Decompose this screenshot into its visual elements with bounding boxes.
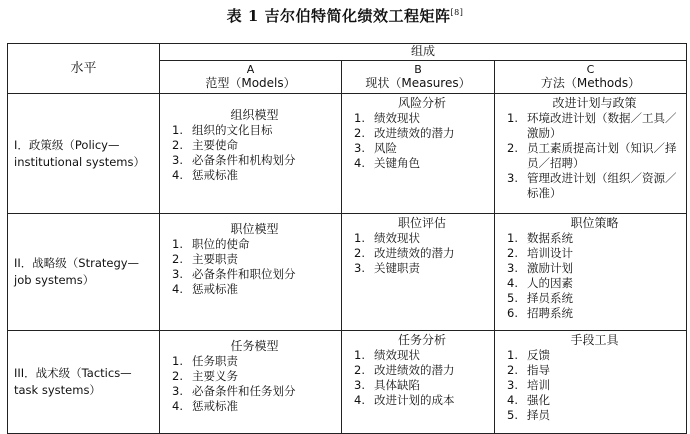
list-item: 2. 员工素质提高计划（知识／择员／招聘） <box>507 141 677 170</box>
list-item: 1. 数据系统 <box>507 231 573 245</box>
column-c-letter: C <box>586 63 595 76</box>
list-item: 2. 培训设计 <box>507 246 573 260</box>
method-cell <box>495 94 687 214</box>
cell-title: 风险分析 <box>397 96 446 110</box>
cell-title: 职位策略 <box>570 216 619 230</box>
row-label <box>8 94 160 214</box>
model-cell <box>160 94 342 214</box>
list-item: 4. 惩戒标准 <box>172 282 238 296</box>
list-item: 3. 具体缺陷 <box>354 378 420 392</box>
row-label-line1: II．战略级（Strategy— <box>14 256 140 270</box>
item-list <box>170 237 339 297</box>
list-item: 3. 激励计划 <box>507 261 573 275</box>
cell-title: 职位评估 <box>397 216 446 230</box>
list-item: 4. 关键角色 <box>354 156 420 170</box>
list-item: 4. 改进计划的成本 <box>354 393 455 407</box>
row-label-line1: I．政策级（Policy— <box>14 137 120 152</box>
cell-title: 职位模型 <box>230 222 279 236</box>
model-cell <box>160 331 342 434</box>
list-item: 5. 择员系统 <box>507 291 573 305</box>
performance-matrix-table <box>7 43 687 434</box>
list-item: 1. 职位的使命 <box>172 237 250 251</box>
list-item: 4. 惩戒标准 <box>172 168 238 182</box>
list-item: 1. 环境改进计划（数据／工具／激励） <box>507 111 677 140</box>
item-list <box>170 123 339 183</box>
list-item: 2. 主要职责 <box>172 252 238 266</box>
composition-header: 组成 <box>160 44 687 61</box>
item-list <box>505 111 684 201</box>
cell-title: 任务分析 <box>397 333 446 347</box>
list-item: 4. 强化 <box>507 393 550 407</box>
list-item: 3. 风险 <box>354 141 397 155</box>
item-list <box>352 348 492 408</box>
list-item: 2. 改进绩效的潜力 <box>354 246 455 260</box>
column-a-header <box>160 61 342 94</box>
list-item: 1. 绩效现状 <box>354 111 420 125</box>
row-label-line2: task systems） <box>14 383 101 397</box>
list-item: 4. 惩戒标准 <box>172 399 238 413</box>
item-list <box>352 231 492 276</box>
row-label <box>8 331 160 434</box>
row-label-line1: III．战术级（Tactics— <box>14 366 132 380</box>
column-b-letter: B <box>414 63 422 76</box>
cell-title: 组织模型 <box>230 108 279 122</box>
list-item: 4. 人的因素 <box>507 276 573 290</box>
method-cell <box>495 214 687 331</box>
item-list <box>505 231 684 321</box>
list-item: 6. 招聘系统 <box>507 306 573 320</box>
column-c-name: 方法（Methods） <box>540 76 641 90</box>
list-item: 3. 必备条件和职位划分 <box>172 267 296 281</box>
list-item: 2. 改进绩效的潜力 <box>354 363 455 377</box>
column-c-header <box>495 61 687 94</box>
list-item: 3. 管理改进计划（组织／资源／标准） <box>507 171 677 200</box>
table-row <box>8 331 687 434</box>
list-item: 3. 培训 <box>507 378 550 392</box>
column-b-header <box>342 61 495 94</box>
measure-cell <box>342 94 495 214</box>
list-item: 1. 任务职责 <box>172 354 238 368</box>
column-a-letter: A <box>246 63 255 76</box>
item-list <box>505 348 684 423</box>
list-item: 2. 主要使命 <box>172 138 238 152</box>
column-b-name: 现状（Measures） <box>365 76 471 90</box>
measure-cell <box>342 331 495 434</box>
list-item: 3. 必备条件和机构划分 <box>172 153 296 167</box>
list-item: 1. 绩效现状 <box>354 348 420 362</box>
row-label-line2: job systems） <box>14 273 95 287</box>
cell-title: 手段工具 <box>570 333 619 347</box>
list-item: 2. 改进绩效的潜力 <box>354 126 455 140</box>
citation-ref: [8] <box>450 8 464 17</box>
column-a-name: 范型（Models） <box>205 76 296 90</box>
list-item: 5. 择员 <box>507 408 550 422</box>
model-cell <box>160 214 342 331</box>
cell-title: 任务模型 <box>230 339 279 353</box>
table-row <box>8 214 687 331</box>
list-item: 1. 绩效现状 <box>354 231 420 245</box>
table-row <box>8 94 687 214</box>
cell-title: 改进计划与政策 <box>552 96 637 110</box>
list-item: 3. 关键职责 <box>354 261 420 275</box>
method-cell <box>495 331 687 434</box>
measure-cell <box>342 214 495 331</box>
list-item: 3. 必备条件和任务划分 <box>172 384 296 398</box>
list-item: 1. 组织的文化目标 <box>172 123 273 137</box>
list-item: 2. 指导 <box>507 363 550 377</box>
item-list <box>170 354 339 414</box>
list-item: 1. 反馈 <box>507 348 550 362</box>
item-list <box>352 111 492 171</box>
row-label-line2: institutional systems） <box>14 154 145 169</box>
table-title: 表 1 吉尔伯特简化绩效工程矩阵 <box>226 7 451 25</box>
list-item: 2. 主要义务 <box>172 369 238 383</box>
row-label <box>8 214 160 331</box>
table-caption <box>0 5 690 26</box>
level-header: 水平 <box>8 44 160 94</box>
